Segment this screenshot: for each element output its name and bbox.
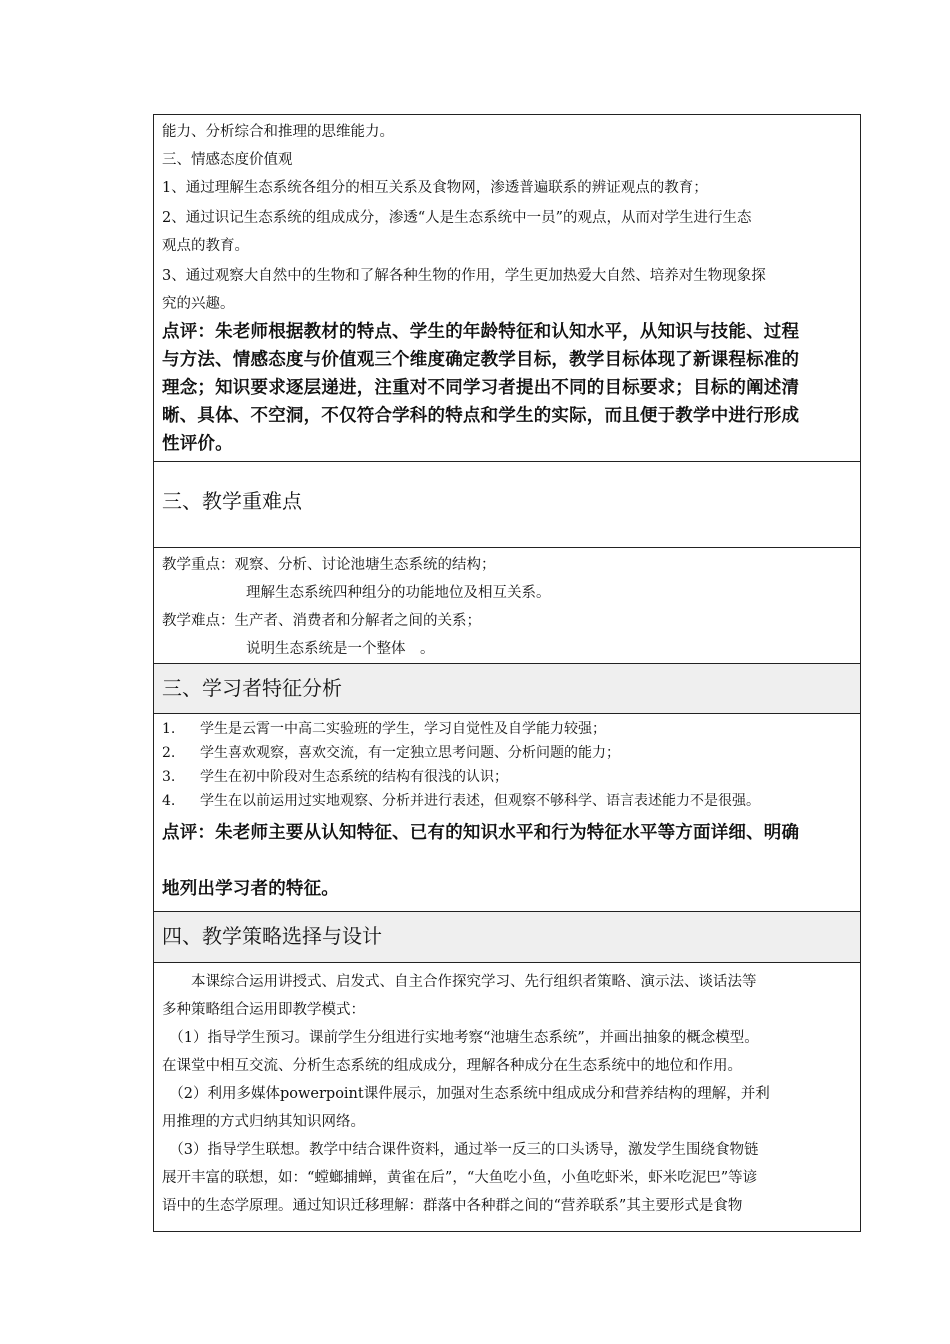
strategy-heading-row xyxy=(154,912,861,963)
comment-line: 与方法、情感态度与价值观三个维度确定教学目标，教学目标体现了新课程标准的 xyxy=(162,350,800,370)
difficulty-content-cell xyxy=(154,548,861,664)
difficulty-heading-row xyxy=(154,462,861,548)
learners-heading-row xyxy=(154,664,861,714)
objective-line: 能力、分析综合和推理的思维能力。 xyxy=(162,124,394,140)
strategy-line: （3）指导学生联想。教学中结合课件资料，通过举一反三的口头诱导，激发学生围绕食物链 xyxy=(162,1142,759,1158)
section-heading: 三、学习者特征分析 xyxy=(162,676,342,700)
strategy-line: 本课综合运用讲授式、启发式、自主合作探究学习、先行组织者策略、演示法、谈话法等 xyxy=(162,974,757,990)
list-item: 4. 学生在以前运用过实地观察、分析并进行表述，但观察不够科学、语言表述能力不是很强。 xyxy=(162,793,760,809)
comment-line: 理念；知识要求逐层递进，注重对不同学习者提出不同的目标要求；目标的阐述清 xyxy=(162,378,800,398)
learners-content-cell xyxy=(154,714,861,912)
strategy-line: 多种策略组合运用即教学模式： xyxy=(162,1002,365,1018)
difficulty-content-row xyxy=(154,548,861,664)
objectives-row xyxy=(154,115,861,462)
strategy-line: （1）指导学生预习。课前学生分组进行实地考察“池塘生态系统”，并画出抽象的概念模型。 xyxy=(162,1030,759,1046)
list-item: 1. 学生是云霄一中高二实验班的学生，学习自觉性及自学能力较强； xyxy=(162,721,606,737)
learners-heading-cell xyxy=(154,664,861,714)
strategy-line: （2）利用多媒体powerpoint课件展示，加强对生态系统中组成成分和营养结构的理解，并利 xyxy=(162,1086,770,1102)
objectives-cell xyxy=(154,115,861,462)
strategy-content-row xyxy=(154,963,861,1232)
comment-line: 地列出学习者的特征。 xyxy=(162,879,339,899)
strategy-heading-cell xyxy=(154,912,861,963)
strategy-line: 语中的生态学原理。通过知识迁移理解：群落中各种群之间的“营养联系”其主要形式是食物 xyxy=(162,1198,743,1214)
strategy-content-cell xyxy=(154,963,861,1232)
lesson-plan-page xyxy=(153,114,861,1232)
comment-line: 点评：朱老师主要从认知特征、已有的知识水平和行为特征水平等方面详细、明确 xyxy=(162,823,800,843)
objective-line: 1、通过理解生态系统各组分的相互关系及食物网，渗透普遍联系的辨证观点的教育； xyxy=(162,180,708,196)
list-item: 3. 学生在初中阶段对生态系统的结构有很浅的认识； xyxy=(162,769,508,785)
hard-point-line: 说明生态系统是一个整体 。 xyxy=(246,641,435,657)
hard-point-line: 教学难点：生产者、消费者和分解者之间的关系； xyxy=(162,613,481,629)
strategy-line: 展开丰富的联想，如：“螳螂捕蝉，黄雀在后”，“大鱼吃小鱼，小鱼吃虾米，虾米吃泥巴”等谚 xyxy=(162,1170,758,1186)
section-heading: 四、教学策略选择与设计 xyxy=(162,924,382,948)
key-point-line: 教学重点：观察、分析、讨论池塘生态系统的结构； xyxy=(162,557,496,573)
comment-line: 性评价。 xyxy=(162,434,233,454)
difficulty-heading-cell xyxy=(154,462,861,548)
objective-line: 3、通过观察大自然中的生物和了解各种生物的作用，学生更加热爱大自然、培养对生物现象探 xyxy=(162,268,766,284)
comment-line: 晰、具体、不空洞，不仅符合学科的特点和学生的实际，而且便于教学中进行形成 xyxy=(162,406,800,426)
objective-line: 观点的教育。 xyxy=(162,238,249,254)
objective-line: 2、通过识记生态系统的组成成分，渗透“人是生态系统中一员”的观点，从而对学生进行生态 xyxy=(162,210,752,226)
section-heading: 三、教学重难点 xyxy=(162,489,302,513)
objective-line: 三、情感态度价值观 xyxy=(162,152,293,168)
lesson-plan-table xyxy=(153,114,861,1232)
comment-line: 点评：朱老师根据教材的特点、学生的年龄特征和认知水平，从知识与技能、过程 xyxy=(162,322,800,342)
key-point-label: 教学重点： xyxy=(162,557,235,573)
objective-line: 究的兴趣。 xyxy=(162,296,235,312)
strategy-line: 在课堂中相互交流、分析生态系统的组成成分，理解各种成分在生态系统中的地位和作用。 xyxy=(162,1058,742,1074)
list-item: 2. 学生喜欢观察，喜欢交流，有一定独立思考问题、分析问题的能力； xyxy=(162,745,620,761)
strategy-line: 用推理的方式归纳其知识网络。 xyxy=(162,1114,365,1130)
hard-point-label: 教学难点： xyxy=(162,613,235,629)
learners-content-row xyxy=(154,714,861,912)
key-point-line: 理解生态系统四种组分的功能地位及相互关系。 xyxy=(246,585,551,601)
